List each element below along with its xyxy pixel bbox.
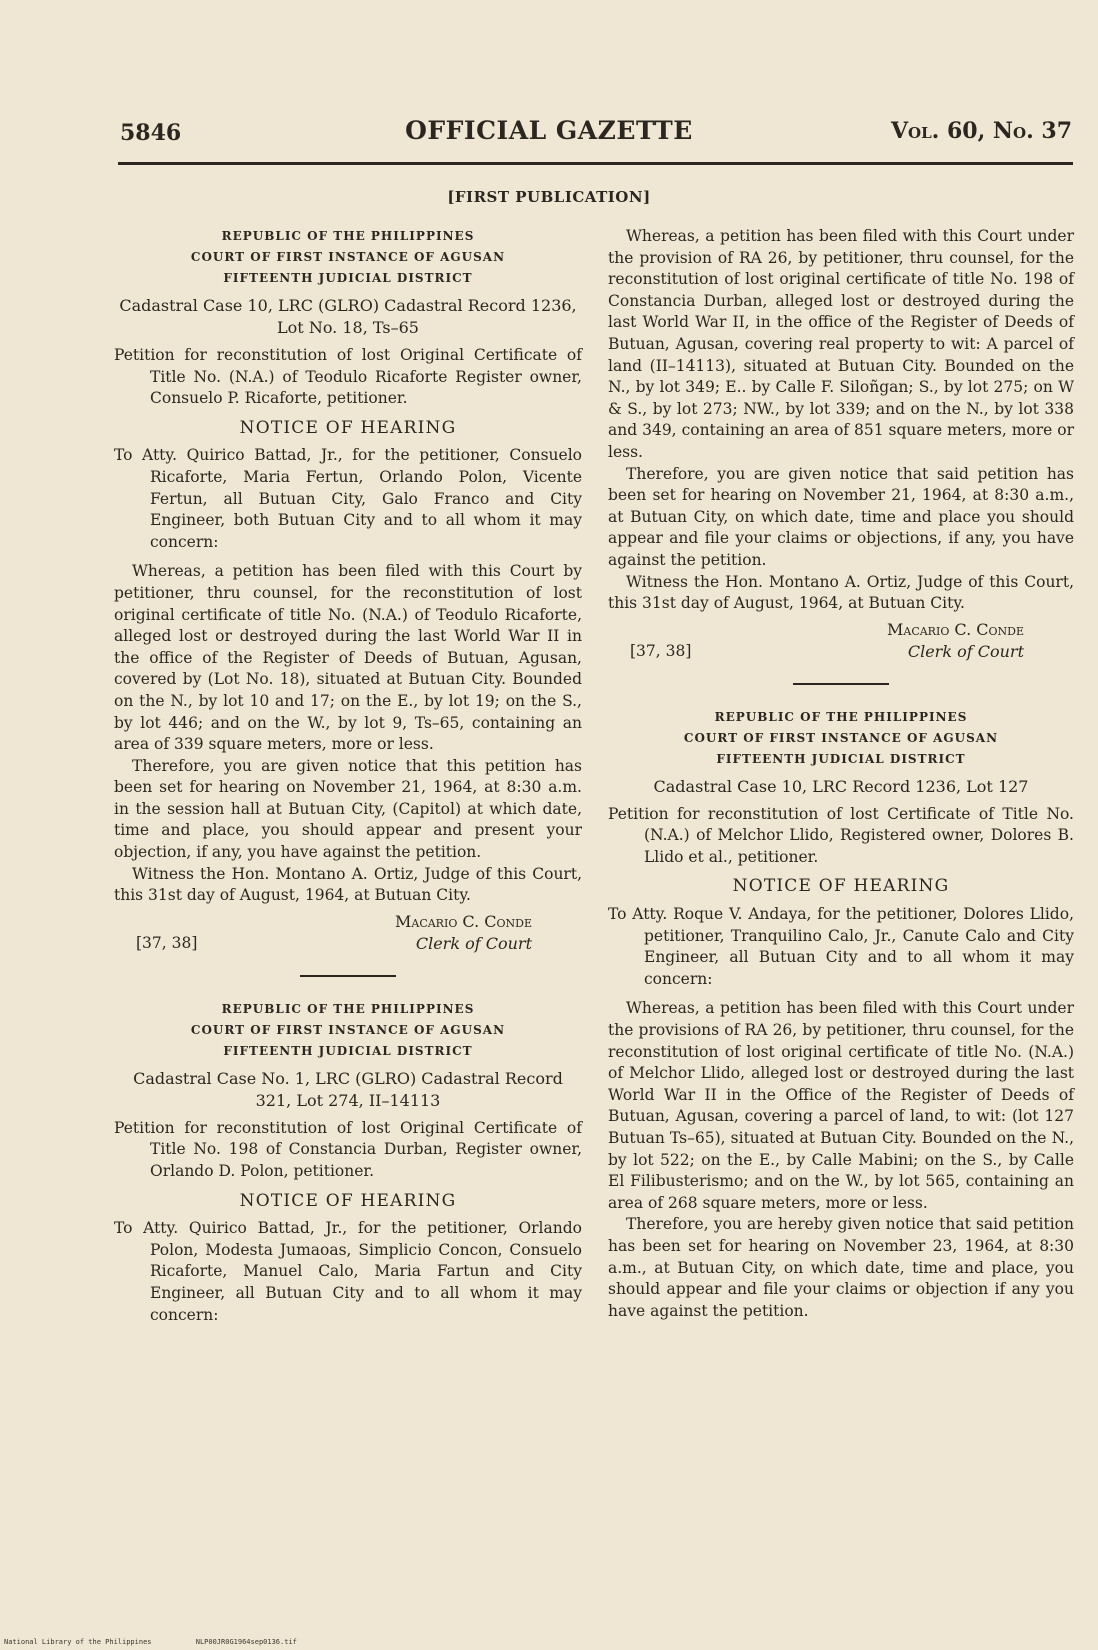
case-title: Cadastral Case 10, LRC Record 1236, Lot 127 bbox=[653, 776, 1029, 796]
left-column bbox=[114, 226, 582, 1332]
library-credit: National Library of the Philippines bbox=[4, 1638, 152, 1646]
court-line: REPUBLIC OF THE PHILIPPINES bbox=[714, 709, 968, 724]
addressee-text: To Atty. Roque V. Andaya, for the petitioner, Dolores Llido, petitioner, Tranquilino Calo, Jr., Canute Calo and City Engineer, all Butuan City and to all whom it may concern: bbox=[608, 905, 1074, 988]
notice-3 bbox=[608, 707, 1074, 1323]
witness-paragraph: Witness the Hon. Montano A. Ortiz, Judge of this Court, this 31st day of August, 1964, at Butuan City. bbox=[608, 572, 1074, 613]
signature-block bbox=[608, 619, 1074, 663]
petition-text: Petition for reconstitution of lost Certificate of Title No. (N.A.) of Melchor Llido, Registered owner, Dolores B. Llido et al., petitioner. bbox=[608, 804, 1074, 866]
addressee-text: To Atty. Quirico Battad, Jr., for the petitioner, Consuelo Ricaforte, Maria Fertun, Orlando Polon, Vicente Fertun, all Butuan City, Galo Franco and City Engineer, both Butuan City and to all whom it may concern: bbox=[114, 446, 582, 551]
court-line: COURT OF FIRST INSTANCE OF AGUSAN bbox=[190, 250, 506, 264]
volume-label: Vol. 60, No. 37 bbox=[890, 118, 1072, 144]
court-line: FIFTEENTH JUDICIAL DISTRICT bbox=[223, 271, 473, 285]
therefore-paragraph: Therefore, you are given notice that said petition has been set for hearing on November 21, 1964, at 8:30 a.m., at Butuan City, on which date, time and place you should appear and file your claims or objections, if any, you have against the petition. bbox=[608, 464, 1074, 569]
publication-label: [FIRST PUBLICATION] bbox=[447, 188, 651, 206]
petition-text: Petition for reconstitution of lost Original Certificate of Title No. 198 of Constancia Durban, Register owner, Orlando D. Polon, petitioner. bbox=[114, 1118, 582, 1181]
right-column bbox=[608, 226, 1074, 1322]
court-line: REPUBLIC OF THE PHILIPPINES bbox=[221, 1001, 475, 1016]
signer-name: Macario C. Conde bbox=[887, 619, 1024, 639]
signer-title: Clerk of Court bbox=[907, 641, 1024, 661]
court-line: FIFTEENTH JUDICIAL DISTRICT bbox=[223, 1043, 473, 1058]
notice-2-continued bbox=[608, 226, 1074, 663]
case-title: Cadastral Case No. 1, LRC (GLRO) Cadastral Record 321, Lot 274, II–14113 bbox=[133, 1068, 563, 1110]
signer-title: Clerk of Court bbox=[415, 933, 532, 953]
court-line: COURT OF FIRST INSTANCE OF AGUSAN bbox=[683, 730, 999, 745]
page-number: 5846 bbox=[120, 120, 182, 146]
therefore-paragraph: Therefore, you are hereby given notice that said petition has been set for hearing on November 23, 1964, at 8:30 a.m., at Butuan City, on which date, time and place, you should appear and file your claims or objection if any you have against the petition. bbox=[608, 1215, 1074, 1320]
addressee-text: To Atty. Quirico Battad, Jr., for the petitioner, Orlando Polon, Modesta Jumaoas, Simplicio Concon, Consuelo Ricaforte, Manuel Calo, Maria Fartun and City Engineer, all Butuan City and to all whom it may concern: bbox=[114, 1219, 582, 1324]
header-rule bbox=[118, 162, 1073, 165]
notice-2 bbox=[114, 999, 582, 1326]
notice-heading: NOTICE OF HEARING bbox=[239, 417, 457, 438]
notice-heading: NOTICE OF HEARING bbox=[239, 1190, 457, 1211]
section-divider bbox=[300, 975, 396, 977]
case-title: Cadastral Case 10, LRC (GLRO) Cadastral Record 1236, Lot No. 18, Ts–65 bbox=[119, 296, 577, 337]
signature-block bbox=[114, 911, 582, 955]
witness-paragraph: Witness the Hon. Montano A. Ortiz, Judge of this Court, this 31st day of August, 1964, at Butuan City. bbox=[114, 864, 582, 905]
scan-filename: NLP00JR0G1964sep0136.tif bbox=[195, 1638, 297, 1646]
petition-text: Petition for reconstitution of lost Original Certificate of Title No. (N.A.) of Teodulo Ricaforte Register owner, Consuelo P. Ricaforte, petitioner. bbox=[114, 346, 582, 408]
issue-reference: [37, 38] bbox=[136, 933, 198, 952]
whereas-paragraph: Whereas, a petition has been filed with this Court under the provisions of RA 26, by petitioner, thru counsel, for the reconstitution of lost original certificate of title No. (N.A.) of Melchor Llido, alleged lost or destroyed during the last World War II in the Office of the Register of Deeds of Butuan, Agusan, covering a parcel of land, to wit: (lot 127 Butuan Ts–65), situated at Butuan City. Bounded on the N., by lot 522; on the E., by Calle Mabini; on the S., by Calle El Filibusterismo; and on the W., by lot 565, containing an area of 268 square meters, more or less. bbox=[608, 999, 1074, 1212]
whereas-paragraph: Whereas, a petition has been filed with this Court by petitioner, thru counsel, for the reconstitution of lost original certificate of title No. (N.A.) of Teodulo Ricaforte, alleged lost or destroyed during the last World War II in the office of the Register of Deeds of Butuan, Agusan, covered by (Lot No. 18), situated at Butuan City. Bounded on the N., by lot 10 and 17; on the E., by lot 19; on the S., by lot 446; and on the W., by lot 9, Ts–65, containing an area of 339 square meters, more or less. bbox=[114, 562, 582, 754]
issue-reference: [37, 38] bbox=[630, 641, 692, 660]
page-title: OFFICIAL GAZETTE bbox=[405, 116, 693, 145]
scan-footer bbox=[4, 1638, 337, 1646]
notice-heading: NOTICE OF HEARING bbox=[732, 876, 950, 897]
section-divider bbox=[793, 683, 889, 685]
signer-name: Macario C. Conde bbox=[395, 911, 532, 931]
notice-1 bbox=[114, 226, 582, 955]
whereas-paragraph: Whereas, a petition has been filed with this Court under the provision of RA 26, by petitioner, thru counsel, for the reconstitution of lost original certificate of title No. 198 of Constancia Durban, alleged lost or destroyed during the last World War II, in the office of the Register of Deeds of Butuan, Agusan, covering real property to wit: A parcel of land (II–14113), situated at Butuan City. Bounded on the N., by lot 349; E.. by Calle F. Siloñgan; S., by lot 275; on W & S., by lot 273; NW., by lot 339; and on the N., by lot 338 and 349, containing an area of 851 square meters, more or less. bbox=[608, 227, 1074, 461]
court-line: REPUBLIC OF THE PHILIPPINES bbox=[221, 229, 475, 243]
court-line: FIFTEENTH JUDICIAL DISTRICT bbox=[716, 751, 966, 766]
court-line: COURT OF FIRST INSTANCE OF AGUSAN bbox=[190, 1022, 506, 1037]
therefore-paragraph: Therefore, you are given notice that this petition has been set for hearing on November 21, 1964, at 8:30 a.m. in the session hall at Butuan City, (Capitol) at which date, time and place, you should appear and present your objection, if any, you have against the petition. bbox=[114, 756, 582, 862]
